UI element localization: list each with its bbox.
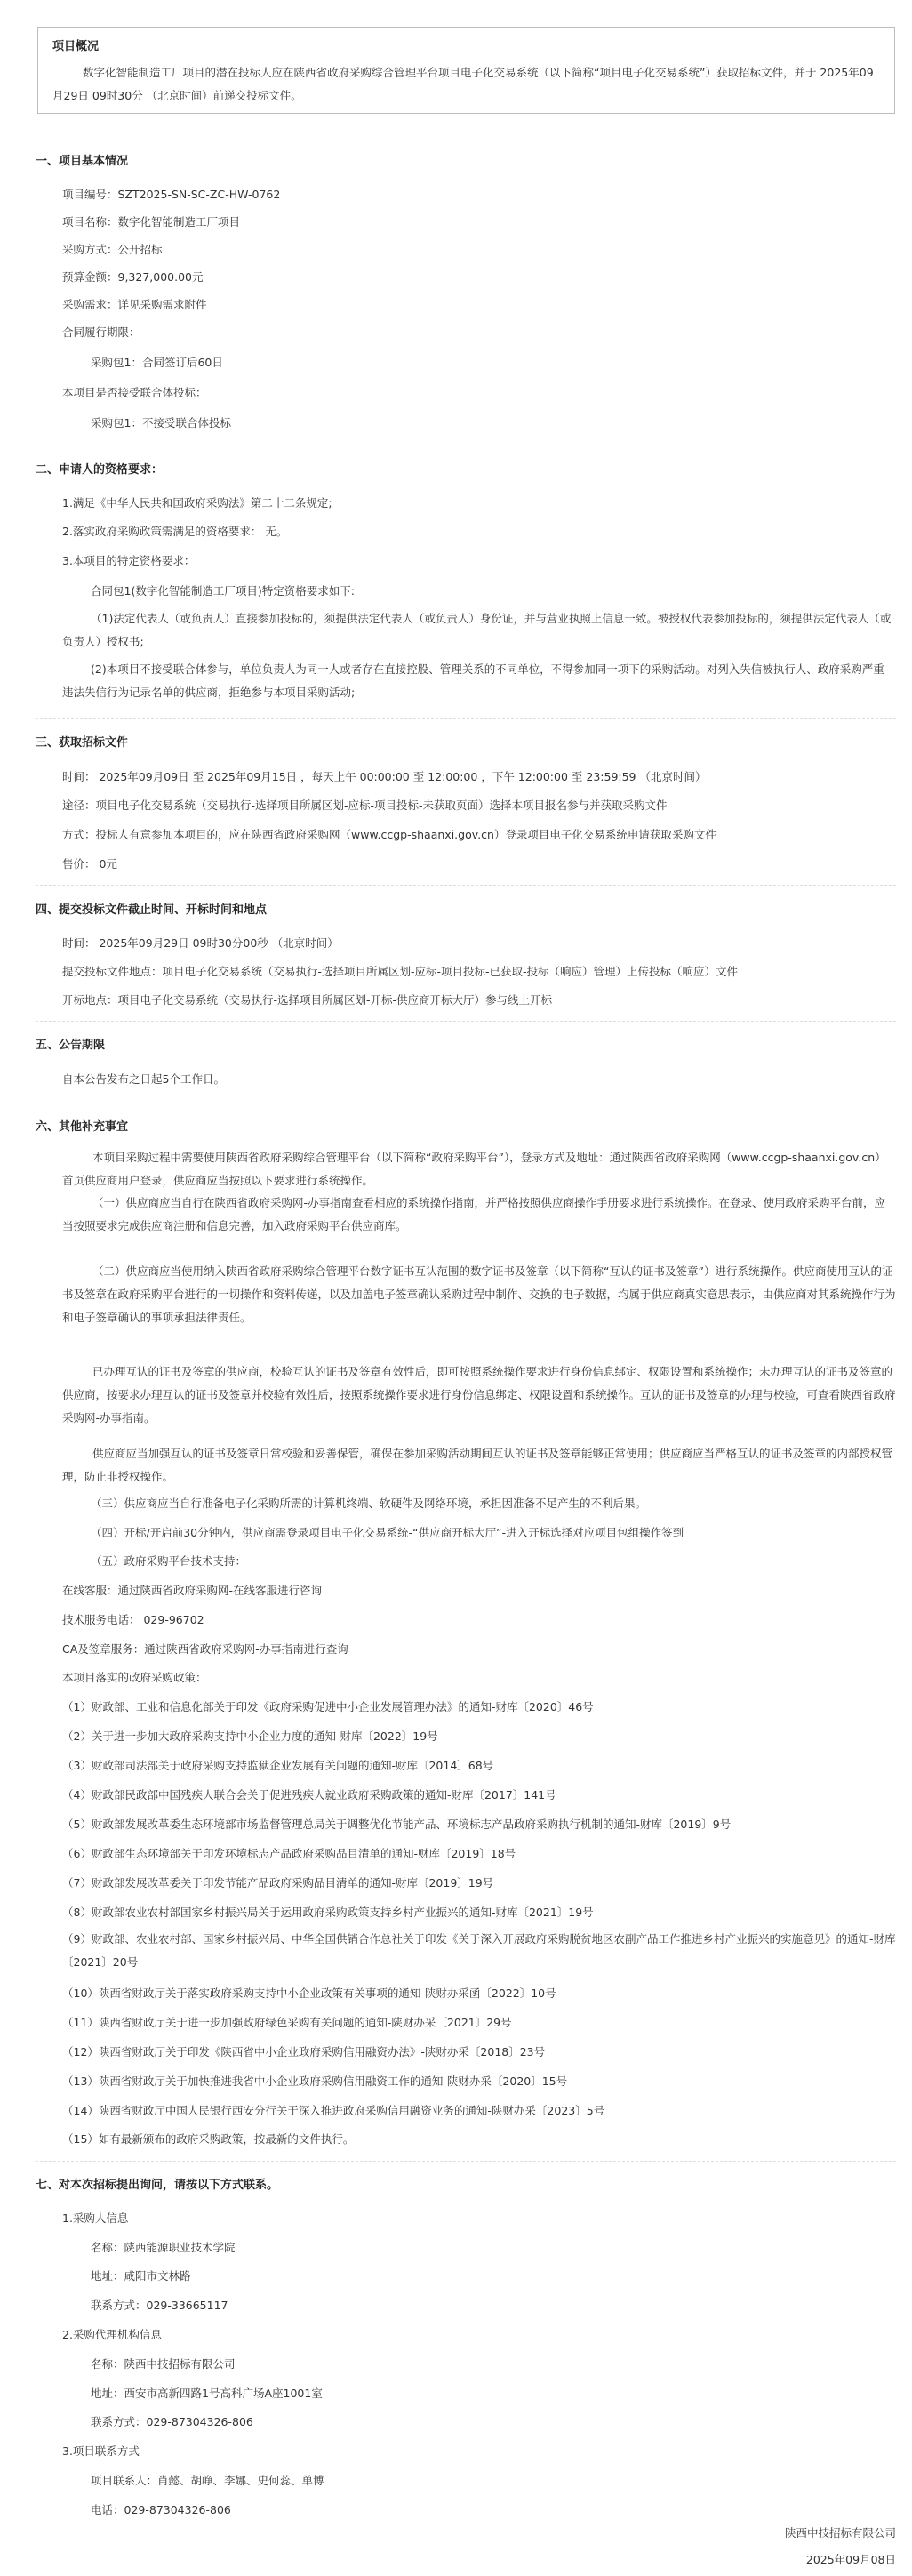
agency-heading: 2.采购代理机构信息	[62, 2328, 162, 2341]
policy-item: （14）陕西省财政厅中国人民银行西安分行关于深入推进政府采购信用融资业务的通知-陕财办采〔2023〕5号	[62, 2104, 605, 2117]
policy-item: （3）财政部司法部关于政府采购支持监狱企业发展有关问题的通知-财库〔2014〕68号	[62, 1759, 494, 1772]
agency-phone: 联系方式：029-87304326-806	[91, 2415, 253, 2428]
section-3-title: 三、获取招标文件	[36, 736, 129, 750]
supplement-p6: （三）供应商应当自行准备电子化采购所需的计算机终端、软硬件及网络环境，承担因准备不足产生的不利后果。	[91, 1497, 647, 1510]
policy-item: （9）财政部、农业农村部、国家乡村振兴局、中华全国供销合作总社关于印发《关于深入开展政府采购脱贫地区农副产品工作推进乡村产业振兴的实施意见》的通知-财库〔2021〕20号	[62, 1932, 896, 1969]
consortium-label: 本项目是否接受联合体投标：	[62, 386, 207, 399]
budget-amount: 预算金额：9,327,000.00元	[62, 270, 204, 284]
project-contact-heading: 3.项目联系方式	[62, 2444, 140, 2458]
section-1-title: 一、项目基本情况	[36, 155, 129, 168]
policy-item: （1）财政部、工业和信息化部关于印发《政府采购促进中小企业发展管理办法》的通知-财库〔2020〕46号	[62, 1700, 594, 1713]
policy-item: （15）如有最新颁布的政府采购政策，按最新的文件执行。	[62, 2132, 355, 2146]
policy-item: （4）财政部民政部中国残疾人联合会关于促进残疾人就业政府采购政策的通知-财库〔2017〕141号	[62, 1788, 556, 1802]
purchase-demand: 采购需求：详见采购需求附件	[62, 298, 207, 311]
qualification-1: 1.满足《中华人民共和国政府采购法》第二十二条规定;	[62, 496, 332, 510]
notice-period: 自本公告发布之日起5个工作日。	[62, 1072, 225, 1086]
overview-title: 项目概况	[52, 40, 100, 53]
policy-heading: 本项目落实的政府采购政策：	[62, 1671, 207, 1684]
purchaser-name: 名称：陕西能源职业技术学院	[91, 2241, 236, 2254]
policy-item: （13）陕西省财政厅关于加快推进我省中小企业政府采购信用融资工作的通知-陕财办采〔2020〕15号	[62, 2074, 568, 2088]
policy-item: （5）财政部发展改革委生态环境部市场监督管理总局关于调整优化节能产品、环境标志产品政府采购执行机制的通知-财库〔2019〕9号	[62, 1818, 732, 1831]
supplement-p1: 本项目采购过程中需要使用陕西省政府采购综合管理平台（以下简称“政府采购平台”），登录方式及地址：通过陕西省政府采购网（www.ccgp-shaanxi.gov.cn）首页供应商用户登录，供应商应当按照以下要求进行系统操作。	[62, 1151, 886, 1187]
supplement-p7: （四）开标/开启前30分钟内，供应商需登录项目电子化交易系统-“供应商开标大厅”-进入开标选择对应项目包组操作签到	[91, 1526, 684, 1539]
section-4-title: 四、提交投标文件截止时间、开标时间和地点	[36, 903, 268, 917]
purchaser-heading: 1.采购人信息	[62, 2211, 129, 2225]
divider	[36, 885, 896, 886]
policy-item: （11）陕西省财政厅关于进一步加强政府绿色采购有关问题的通知-陕财办采〔2021〕29号	[62, 2016, 512, 2029]
policy-item: （10）陕西省财政厅关于落实政府采购支持中小企业政策有关事项的通知-陕财办采函〔2022〕10号	[62, 1986, 556, 2000]
supplement-p2: （一）供应商应当自行在陕西省政府采购网-办事指南查看相应的系统操作指南，并严格按照供应商操作手册要求进行系统操作。在登录、使用政府采购平台前，应当按照要求完成供应商注册和信息完善，加入政府采购平台供应商库。	[62, 1196, 886, 1232]
qualification-2: 2.落实政府采购政策需满足的资格要求： 无。	[62, 525, 288, 538]
agency-address: 地址：西安市高新四路1号高科广场A座1001室	[91, 2387, 323, 2400]
tech-phone: 技术服务电话： 029-96702	[62, 1613, 204, 1626]
divider	[36, 718, 896, 719]
purchaser-phone: 联系方式：029-33665117	[91, 2299, 228, 2312]
supplement-p8: （五）政府采购平台技术支持：	[91, 1554, 247, 1568]
policy-item: （12）陕西省财政厅关于印发《陕西省中小企业政府采购信用融资办法》-陕财办采〔2018〕23号	[62, 2045, 546, 2058]
obtain-method: 方式：投标人有意参加本项目的，应在陕西省政府采购网（www.ccgp-shaanxi.gov.cn）登录项目电子化交易系统申请获取采购文件	[62, 828, 716, 841]
section-6-title: 六、其他补充事宜	[36, 1120, 129, 1134]
obtain-way: 途径：项目电子化交易系统（交易执行-选择项目所属区划-应标-项目投标-未获取页面）选择本项目报名参与并获取采购文件	[62, 798, 668, 812]
qualification-3-1: （1)法定代表人（或负责人）直接参加投标的，须提供法定代表人（或负责人）身份证，并与营业执照上信息一致。被授权代表参加投标的，须提供法定代表人（或负责人）授权书;	[62, 612, 892, 648]
policy-item: （7）财政部发展改革委关于印发节能产品政府采购品目清单的通知-财库〔2019〕19号	[62, 1876, 494, 1890]
online-service: 在线客服：通过陕西省政府采购网-在线客服进行咨询	[62, 1584, 323, 1597]
section-2-title: 二、申请人的资格要求：	[36, 463, 164, 477]
policy-item: （6）财政部生态环境部关于印发环境标志产品政府采购品目清单的通知-财库〔2019〕18号	[62, 1847, 516, 1860]
opening-place: 开标地点：项目电子化交易系统（交易执行-选择项目所属区划-开标-供应商开标大厅）参与线上开标	[62, 993, 553, 1007]
submit-place: 提交投标文件地点：项目电子化交易系统（交易执行-选择项目所属区划-应标-项目投标-已获取-投标（响应）管理）上传投标（响应）文件	[62, 965, 739, 978]
qualification-3-2: (2)本项目不接受联合体参与，单位负责人为同一人或者存在直接控股、管理关系的不同单位，不得参加同一项下的采购活动。对列入失信被执行人、政府采购严重违法失信行为记录名单的供应商，拒绝参与本项目采购活动;	[62, 662, 884, 699]
divider	[36, 1021, 896, 1022]
project-name: 项目名称：数字化智能制造工厂项目	[62, 215, 241, 229]
obtain-time: 时间： 2025年09月09日 至 2025年09月15日 ，每天上午 00:00:00 至 12:00:00 ，下午 12:00:00 至 23:59:59 （北京时间）	[62, 770, 707, 783]
policy-item: （8）财政部农业农村部国家乡村振兴局关于运用政府采购政策支持乡村产业振兴的通知-财库〔2021〕19号	[62, 1906, 594, 1919]
section-5-title: 五、公告期限	[36, 1039, 106, 1052]
supplement-p3: （二）供应商应当使用纳入陕西省政府采购综合管理平台数字证书互认范围的数字证书及签章（以下简称“互认的证书及签章”）进行系统操作。供应商使用互认的证书及签章在政府采购平台进行的一切操作和资料传递，以及加盖电子签章确认采购过程中制作、交换的电子数据，均属于供应商真实意思表示，由供应商对其系统操作行为和电子签章确认的事项承担法律责任。	[62, 1264, 896, 1324]
consortium-package: 采购包1：不接受联合体投标	[91, 416, 231, 429]
footer-company: 陕西中技招标有限公司	[784, 2526, 896, 2540]
supplement-p4: 已办理互认的证书及签章的供应商，校验互认的证书及签章有效性后，即可按照系统操作要求进行身份信息绑定、权限设置和系统操作；未办理互认的证书及签章的供应商，按要求办理互认的证书及签章并校验有效性后，按照系统操作要求进行身份信息绑定、权限设置和系统操作。互认的证书及签章的办理与校验，可查看陕西省政府采购网-办事指南。	[62, 1365, 896, 1424]
ca-service: CA及签章服务：通过陕西省政府采购网-办事指南进行查询	[62, 1642, 348, 1656]
divider	[36, 2161, 896, 2162]
overview-text: 数字化智能制造工厂项目的潜在投标人应在陕西省政府采购综合管理平台项目电子化交易系统（以下简称“项目电子化交易系统”）获取招标文件，并于 2025年09月29日 09时30分 （北京时间）前递交投标文件。	[52, 66, 874, 102]
supplement-p5: 供应商应当加强互认的证书及签章日常校验和妥善保管，确保在参加采购活动期间互认的证书及签章能够正常使用；供应商应当严格互认的证书及签章的内部授权管理，防止非授权操作。	[62, 1447, 893, 1483]
deadline-time: 时间： 2025年09月29日 09时30分00秒 （北京时间）	[62, 936, 339, 950]
contract-period-package: 采购包1：合同签订后60日	[91, 356, 223, 369]
purchaser-address: 地址：咸阳市文林路	[91, 2269, 191, 2283]
qualification-package: 合同包1(数字化智能制造工厂项目)特定资格要求如下:	[91, 584, 355, 598]
overview-box	[37, 27, 895, 114]
agency-name: 名称：陕西中技招标有限公司	[91, 2357, 236, 2371]
policy-item: （2）关于进一步加大政府采购支持中小企业力度的通知-财库〔2022〕19号	[62, 1729, 438, 1743]
qualification-3: 3.本项目的特定资格要求：	[62, 554, 196, 567]
project-number: 项目编号：SZT2025-SN-SC-ZC-HW-0762	[62, 188, 281, 201]
contract-period-label: 合同履行期限：	[62, 325, 140, 339]
purchase-method: 采购方式：公开招标	[62, 243, 163, 256]
obtain-price: 售价： 0元	[62, 857, 117, 871]
project-contacts: 项目联系人：肖懿、胡峥、李娜、史何蕊、单博	[91, 2474, 324, 2487]
section-7-title: 七、对本次招标提出询问，请按以下方式联系。	[36, 2179, 279, 2192]
footer-date: 2025年09月08日	[805, 2553, 896, 2566]
project-phone: 电话：029-87304326-806	[91, 2503, 231, 2516]
